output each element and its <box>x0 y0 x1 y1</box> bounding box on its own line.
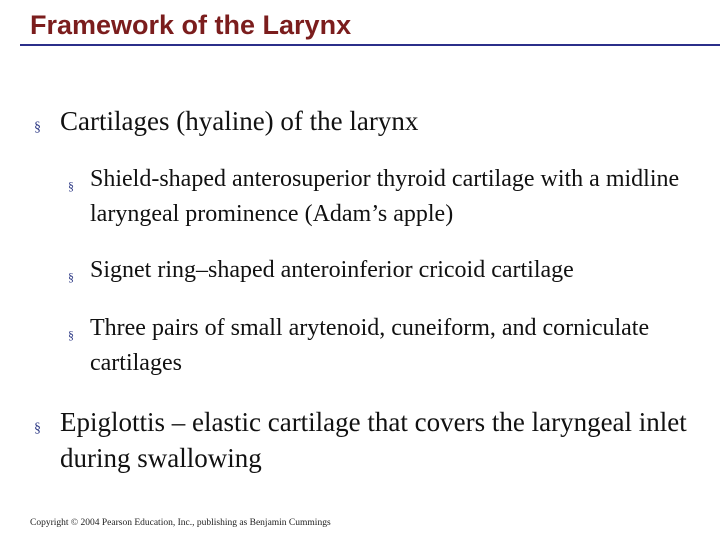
sub-bullet-text: Signet ring–shaped anteroinferior cricoid cartilage <box>90 257 574 283</box>
bullet-marker-icon: § <box>34 120 41 135</box>
bullet-marker-icon: § <box>34 421 41 436</box>
sub-bullet-text: Three pairs of small arytenoid, cuneiform, and corniculate cartilages <box>90 315 650 376</box>
sub-bullet-marker-icon: § <box>68 328 74 342</box>
title-divider <box>20 44 720 46</box>
bullet-text: Epiglottis – elastic cartilage that covers the laryngeal inlet during swallowing <box>60 407 687 473</box>
slide-title: Framework of the Larynx <box>30 10 352 40</box>
sub-bullet-marker-icon: § <box>68 179 74 193</box>
copyright-notice: Copyright © 2004 Pearson Education, Inc., publishing as Benjamin Cummings <box>30 518 331 528</box>
bullet-text: Cartilages (hyaline) of the larynx <box>60 106 419 136</box>
sub-bullet-marker-icon: § <box>68 270 74 284</box>
sub-bullet-text: Shield-shaped anterosuperior thyroid cartilage with a midline laryngeal prominence (Adam’s apple) <box>90 166 680 227</box>
